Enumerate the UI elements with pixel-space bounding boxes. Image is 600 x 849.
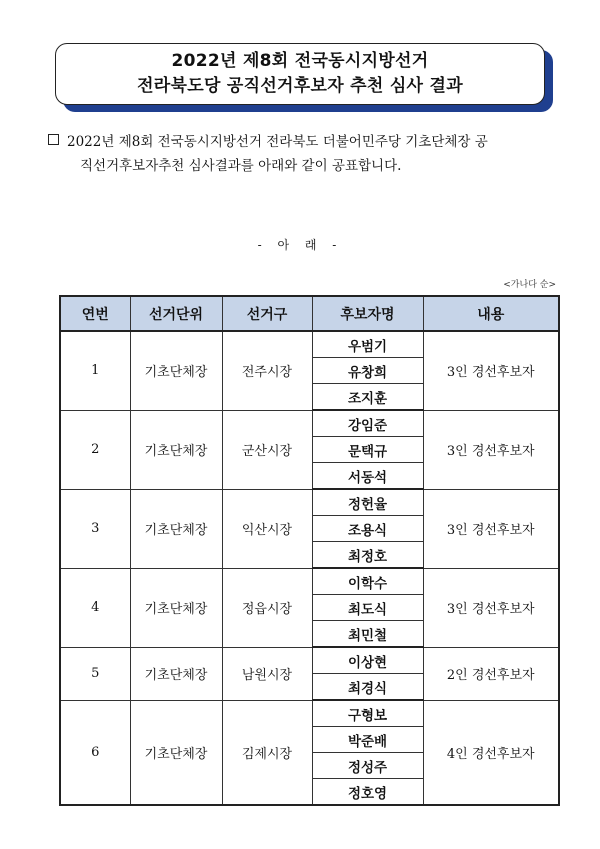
cell-candidate: 정호영	[312, 779, 423, 806]
cell-candidate: 최경식	[312, 674, 423, 701]
header-candidate: 후보자명	[312, 296, 423, 331]
cell-result: 3인 경선후보자	[423, 489, 559, 568]
cell-district: 군산시장	[222, 410, 312, 489]
header-no: 연번	[60, 296, 130, 331]
cell-candidate: 최민철	[312, 621, 423, 648]
table-row	[60, 489, 559, 516]
header-unit: 선거단위	[130, 296, 222, 331]
cell-no: 2	[60, 410, 130, 489]
cell-district: 남원시장	[222, 647, 312, 700]
cell-district: 정읍시장	[222, 568, 312, 647]
cell-unit: 기초단체장	[130, 331, 222, 410]
header-result: 내용	[423, 296, 559, 331]
cell-result: 3인 경선후보자	[423, 331, 559, 410]
cell-result: 2인 경선후보자	[423, 647, 559, 700]
below-label: - 아 래 -	[257, 238, 343, 252]
cell-result: 3인 경선후보자	[423, 410, 559, 489]
title-line-2: 전라북도당 공직선거후보자 추천 심사 결과	[137, 76, 463, 96]
cell-district: 익산시장	[222, 489, 312, 568]
cell-candidate: 서동석	[312, 463, 423, 490]
cell-candidate: 이상현	[312, 647, 423, 674]
cell-no: 5	[60, 647, 130, 700]
checkbox-bullet-icon	[48, 134, 59, 145]
title-box	[55, 43, 545, 105]
table-header-row	[60, 296, 559, 331]
cell-candidate: 정성주	[312, 753, 423, 779]
cell-no: 6	[60, 700, 130, 805]
cell-unit: 기초단체장	[130, 489, 222, 568]
intro-line-1: 2022년 제8회 전국동시지방선거 전라북도 더불어민주당 기초단체장 공	[67, 134, 488, 150]
title-line-1: 2022년 제8회 전국동시지방선거	[171, 51, 429, 71]
cell-district: 김제시장	[222, 700, 312, 805]
table-row	[60, 331, 559, 358]
cell-result: 3인 경선후보자	[423, 568, 559, 647]
cell-candidate: 박준배	[312, 727, 423, 753]
cell-candidate: 강임준	[312, 410, 423, 437]
cell-no: 4	[60, 568, 130, 647]
cell-result: 4인 경선후보자	[423, 700, 559, 805]
cell-candidate: 이학수	[312, 568, 423, 595]
intro-line-2: 직선거후보자추천 심사결과를 아래와 같이 공표합니다.	[80, 158, 402, 174]
cell-no: 1	[60, 331, 130, 410]
cell-candidate: 정헌율	[312, 489, 423, 516]
table-row	[60, 700, 559, 727]
cell-unit: 기초단체장	[130, 647, 222, 700]
cell-unit: 기초단체장	[130, 568, 222, 647]
cell-candidate: 조용식	[312, 516, 423, 542]
cell-candidate: 우범기	[312, 331, 423, 358]
table-row	[60, 568, 559, 595]
cell-candidate: 구형보	[312, 700, 423, 727]
intro-paragraph	[48, 130, 558, 178]
header-district: 선거구	[222, 296, 312, 331]
cell-candidate: 유창희	[312, 358, 423, 384]
cell-no: 3	[60, 489, 130, 568]
cell-candidate: 최도식	[312, 595, 423, 621]
cell-candidate: 문택규	[312, 437, 423, 463]
title-banner	[55, 43, 547, 106]
cell-district: 전주시장	[222, 331, 312, 410]
table-row	[60, 647, 559, 674]
cell-unit: 기초단체장	[130, 410, 222, 489]
results-table	[59, 295, 560, 806]
cell-candidate: 최정호	[312, 542, 423, 569]
cell-candidate: 조지훈	[312, 384, 423, 411]
sort-note: <가나다 순>	[503, 280, 556, 290]
cell-unit: 기초단체장	[130, 700, 222, 805]
table-row	[60, 410, 559, 437]
